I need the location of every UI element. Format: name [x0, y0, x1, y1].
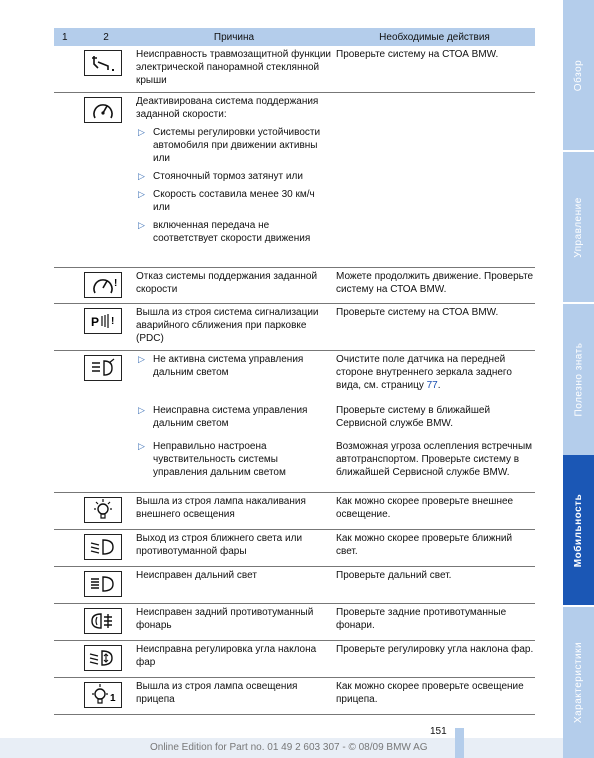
footer-text: Online Edition for Part no. 01 49 2 603 307 - © 08/09 BMW AG — [150, 742, 428, 753]
bullet-item: ▷ включенная передача не соответствует скорости движения — [138, 220, 311, 244]
action-text: Проверьте регулировку угла наклона фар. — [336, 644, 534, 655]
rear-fog-icon — [84, 608, 122, 634]
high-beam-icon — [84, 571, 122, 597]
sunroof-warning-icon — [84, 50, 122, 76]
bullet-triangle-icon: ▷ — [138, 220, 145, 230]
page-link[interactable]: 77 — [426, 380, 438, 391]
svg-text:1: 1 — [110, 693, 116, 704]
cause-text: Вышла из строя лампа освещения прицепа — [136, 681, 298, 705]
cause-text: Отказ системы поддержания заданной скорости — [136, 271, 318, 295]
bullet-triangle-icon: ▷ — [138, 354, 145, 364]
bullet-item: ▷ Системы регулировки устойчивости автомобиля при движении активны или — [138, 127, 321, 164]
header-col-2: 2 — [103, 31, 109, 43]
bullet-item: ▷ Неисправна система управления дальним светом — [138, 405, 308, 429]
bullet-item: ▷ Неправильно настроена чувствительность системы управления дальним светом — [138, 441, 286, 478]
table-row — [54, 567, 535, 604]
cause-text: Неисправна регулировка угла наклона фар — [136, 644, 317, 668]
action-text: Можете продолжить движение. Проверьте систему на СТОА BMW. — [336, 271, 534, 295]
cause-text: Неисправность травмозащитной функции электрической панорамной стеклянной крыши — [136, 49, 331, 86]
bullet-triangle-icon: ▷ — [138, 127, 145, 137]
action-text: Проверьте систему на СТОА BMW. — [336, 307, 499, 318]
table-row — [54, 351, 535, 493]
page-number-bar — [455, 728, 464, 758]
action-text — [334, 93, 534, 124]
lamp-failure-icon — [84, 497, 122, 523]
cause-text: Вышла из строя лампа накаливания внешнего освещения — [136, 496, 306, 520]
sidebar-item-useful-info[interactable]: Полезно знать — [573, 342, 584, 416]
table-row — [54, 493, 535, 530]
action-text: Проверьте систему на СТОА BMW. — [336, 49, 499, 60]
action-text: Как можно скорее проверьте внешнее освещение. — [336, 496, 514, 520]
cruise-control-fault-icon — [84, 272, 122, 298]
table-row — [54, 641, 535, 678]
action-text: Возможная угроза ослепления встречным автотранспортом. Проверьте систему в ближайшей Сервисной службе BMW. — [336, 441, 533, 478]
table-row — [54, 268, 535, 304]
action-text: Проверьте систему в ближайшей Сервисной службе BMW. — [336, 405, 491, 429]
cause-text: Неисправен дальний свет — [136, 570, 257, 581]
cause-text: Выход из строя ближнего света или противотуманной фары — [136, 533, 303, 557]
table-row — [54, 678, 535, 715]
svg-text:!: ! — [111, 316, 115, 327]
header-actions: Необходимые действия — [379, 31, 490, 43]
table-row — [54, 46, 535, 93]
high-beam-assist-icon — [84, 355, 122, 381]
bullet-item: ▷ Скорость составила менее 30 км/ч или — [138, 189, 315, 213]
table-row — [54, 304, 535, 351]
table-row — [54, 604, 535, 641]
action-text: Очистите поле датчика на передней стороне внутреннего зеркала заднего вида, см. страницу 77. — [336, 354, 512, 391]
bullet-triangle-icon: ▷ — [138, 405, 145, 415]
cruise-control-icon — [84, 97, 122, 123]
table-row — [54, 530, 535, 567]
trailer-lamp-icon — [84, 682, 122, 708]
sidebar-item-mobility[interactable]: Мобильность — [563, 455, 594, 605]
bullet-item: ▷ Не активна система управления дальним светом — [138, 354, 304, 378]
action-text: Как можно скорее проверьте ближний свет. — [336, 533, 513, 557]
sidebar-item-specifications[interactable]: Характеристики — [573, 641, 584, 724]
action-text: Проверьте задние противотуманные фонари. — [336, 607, 507, 631]
table-row — [54, 93, 535, 268]
page-number: 151 — [430, 726, 447, 737]
sidebar-item-overview[interactable]: Обзор — [573, 59, 585, 91]
svg-text:P: P — [91, 315, 100, 329]
bullet-triangle-icon: ▷ — [138, 189, 145, 199]
action-text: Проверьте дальний свет. — [336, 570, 452, 581]
svg-text:!: ! — [114, 278, 118, 289]
low-beam-fog-icon — [84, 534, 122, 560]
footer — [0, 738, 563, 758]
cause-text: Деактивирована система поддержания заданной скорости: — [136, 96, 319, 120]
bullet-triangle-icon: ▷ — [138, 441, 145, 451]
header-col-1: 1 — [62, 31, 68, 43]
table-header — [54, 28, 535, 46]
action-text: Как можно скорее проверьте освещение прицепа. — [336, 681, 524, 705]
headlight-range-icon — [84, 645, 122, 671]
cause-text: Вышла из строя система сигнализации аварийного сближения при парковке (PDC) — [136, 307, 319, 344]
cause-text: Неисправен задний противотуманный фонарь — [136, 607, 314, 631]
bullet-triangle-icon: ▷ — [138, 171, 145, 181]
sidebar-item-controls[interactable]: Управление — [573, 196, 584, 258]
pdc-icon — [84, 308, 122, 334]
header-cause: Причина — [213, 31, 255, 43]
bullet-item: ▷ Стояночный тормоз затянут или — [138, 171, 303, 182]
warnings-table — [54, 28, 535, 715]
